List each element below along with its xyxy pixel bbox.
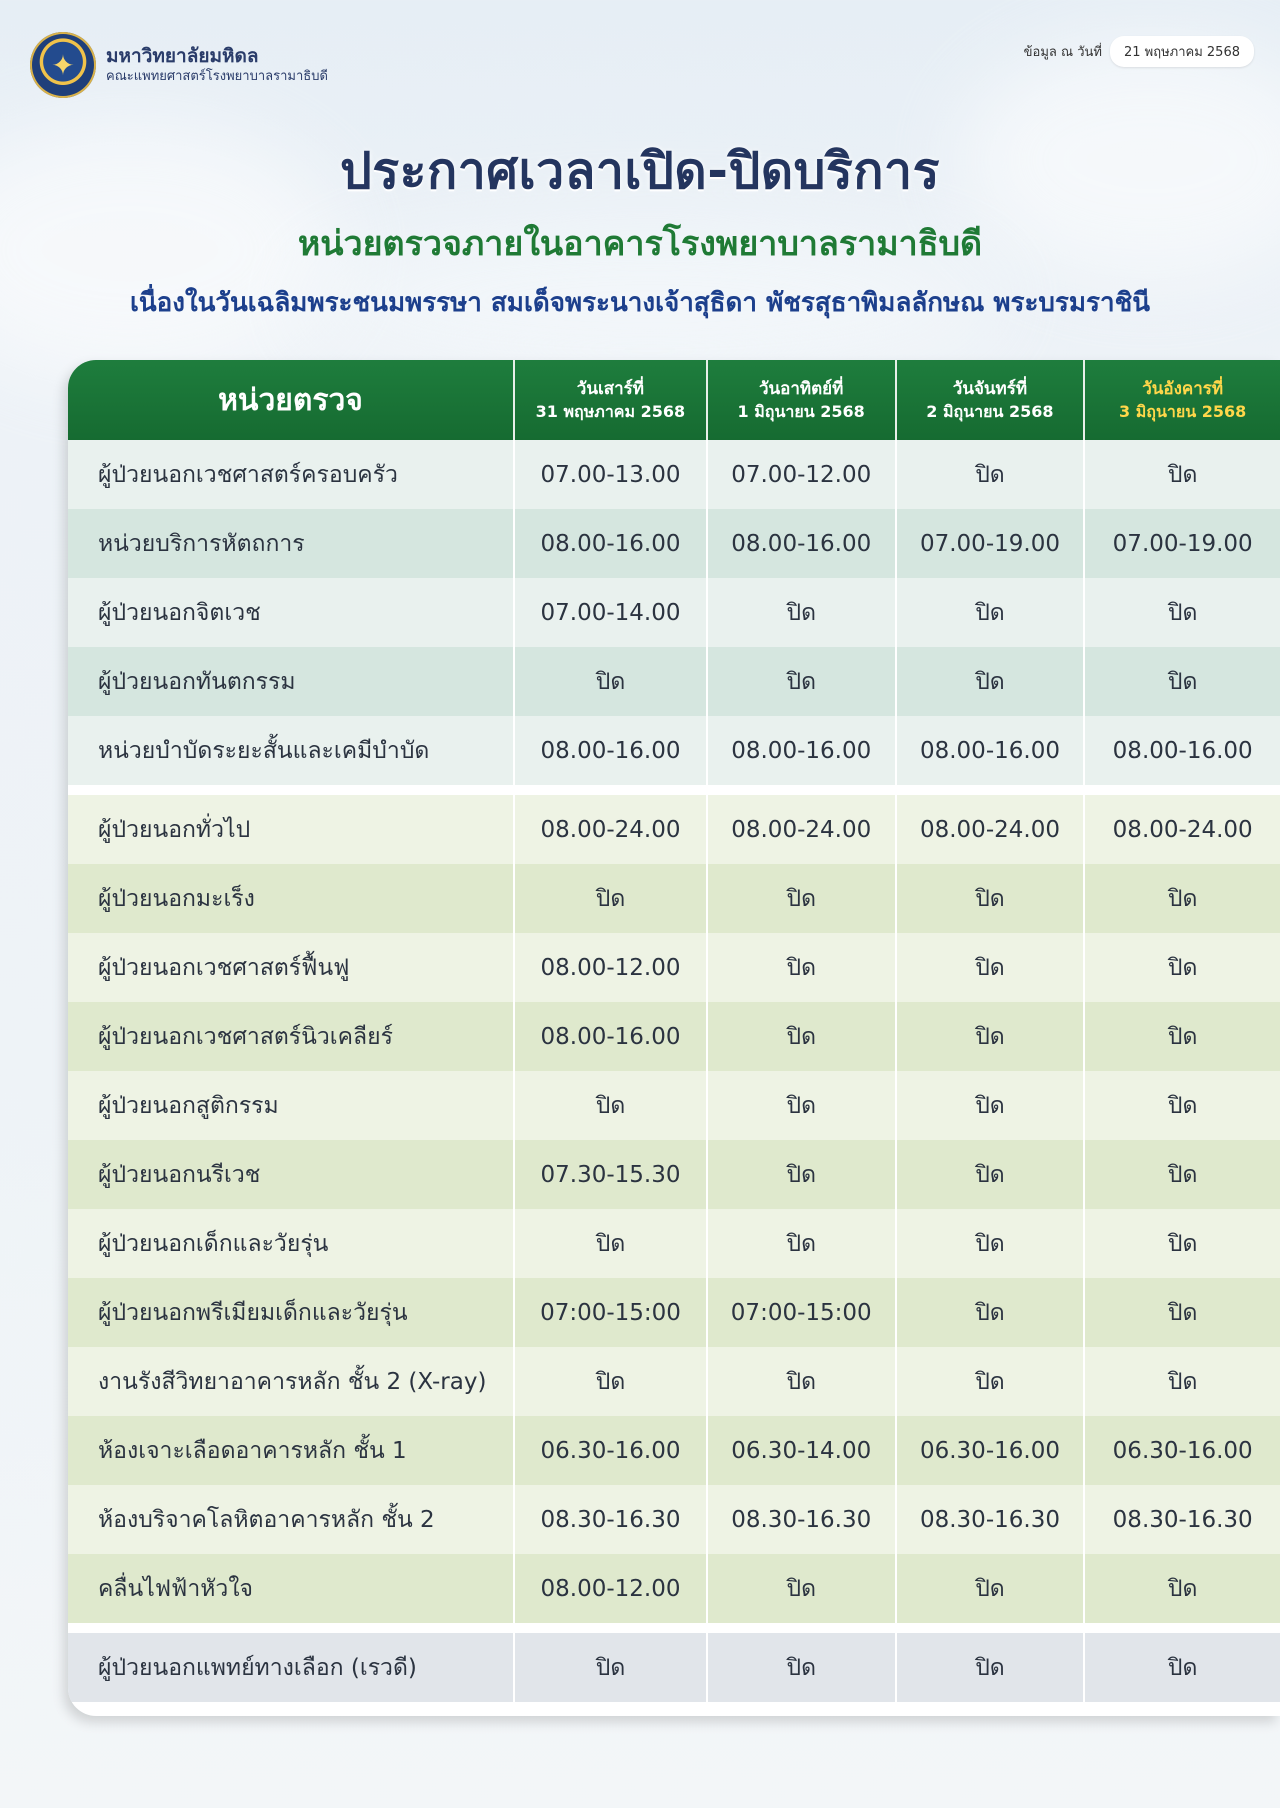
hours-cell: ปิด (1083, 578, 1280, 647)
hours-cell: 08.00-16.00 (706, 509, 895, 578)
hours-cell: ปิด (1083, 933, 1280, 1002)
unit-name-cell: ผู้ป่วยนอกมะเร็ง (68, 864, 513, 933)
table-row (68, 933, 1280, 1002)
unit-name-cell: งานรังสีวิทยาอาคารหลัก ชั้น 2 (X-ray) (68, 1347, 513, 1416)
as-of-info (1024, 36, 1254, 67)
hours-cell: 07.00-12.00 (706, 440, 895, 509)
hours-cell: 07.00-19.00 (1083, 509, 1280, 578)
as-of-label: ข้อมูล ณ วันที่ (1023, 45, 1102, 60)
page-subtitle: หน่วยตรวจภายในอาคารโรงพยาบาลรามาธิบดี (297, 224, 983, 264)
hours-cell: ปิด (513, 1347, 706, 1416)
hours-cell: 08.30-16.30 (513, 1485, 706, 1554)
hours-cell: ปิด (706, 1071, 895, 1140)
table-row (68, 785, 1280, 864)
hours-cell: 08.00-16.00 (1083, 716, 1280, 785)
hours-cell: 08.00-24.00 (895, 795, 1084, 864)
day-column-header-highlight (1083, 360, 1280, 440)
hours-cell: ปิด (895, 933, 1084, 1002)
hours-cell: 08.00-16.00 (513, 509, 706, 578)
hours-cell: ปิด (1083, 864, 1280, 933)
hours-cell: 08.00-16.00 (706, 716, 895, 785)
unit-name-cell: ผู้ป่วยนอกจิตเวช (68, 578, 513, 647)
hours-cell: ปิด (895, 1002, 1084, 1071)
day-column-header (895, 360, 1084, 440)
table-row (68, 1071, 1280, 1140)
table-row (68, 1209, 1280, 1278)
hours-cell: ปิด (1083, 1209, 1280, 1278)
hours-cell: ปิด (895, 1633, 1084, 1702)
hours-cell: 08.00-12.00 (513, 933, 706, 1002)
hours-cell: 07.00-14.00 (513, 578, 706, 647)
day-date: 2 มิถุนายน 2568 (926, 402, 1054, 421)
table-header (68, 360, 1280, 440)
unit-name-cell: ผู้ป่วยนอกสูติกรรม (68, 1071, 513, 1140)
hours-cell: ปิด (706, 1554, 895, 1623)
hours-cell: ปิด (895, 1554, 1084, 1623)
hours-cell: 07:00-15:00 (513, 1278, 706, 1347)
table-row (68, 1347, 1280, 1416)
hours-cell: 07.00-19.00 (895, 509, 1084, 578)
table-row (68, 578, 1280, 647)
table-row (68, 1623, 1280, 1702)
unit-name-cell: ผู้ป่วยนอกแพทย์ทางเลือก (เรวดี) (68, 1633, 513, 1702)
hours-cell: 07.30-15.30 (513, 1140, 706, 1209)
day-date: 3 มิถุนายน 2568 (1119, 402, 1247, 421)
table-row (68, 1416, 1280, 1485)
table-row (68, 509, 1280, 578)
hours-cell: 08.00-24.00 (513, 795, 706, 864)
hours-cell: ปิด (895, 1278, 1084, 1347)
org-name: มหาวิทยาลัยมหิดล (106, 45, 259, 67)
unit-name-cell: ผู้ป่วยนอกเวชศาสตร์ครอบครัว (68, 440, 513, 509)
hours-cell: ปิด (706, 1209, 895, 1278)
day-column-header (513, 360, 706, 440)
hours-cell: ปิด (895, 1209, 1084, 1278)
unit-name-cell: ผู้ป่วยนอกทั่วไป (68, 795, 513, 864)
hours-cell: ปิด (1083, 1554, 1280, 1623)
table-row (68, 1140, 1280, 1209)
day-date: 1 มิถุนายน 2568 (737, 402, 865, 421)
hours-cell: ปิด (706, 1002, 895, 1071)
unit-name-cell: ผู้ป่วยนอกพรีเมียมเด็กและวัยรุ่น (68, 1278, 513, 1347)
hours-cell: ปิด (895, 1071, 1084, 1140)
mahidol-seal-icon: ✦ (30, 32, 96, 98)
unit-name-cell: หน่วยบำบัดระยะสั้นและเคมีบำบัด (68, 716, 513, 785)
hours-cell: ปิด (1083, 1278, 1280, 1347)
table-body (68, 440, 1280, 1702)
hours-cell: 08.30-16.30 (1083, 1485, 1280, 1554)
unit-name-cell: ผู้ป่วยนอกเด็กและวัยรุ่น (68, 1209, 513, 1278)
unit-name-cell: ผู้ป่วยนอกนรีเวช (68, 1140, 513, 1209)
day-date: 31 พฤษภาคม 2568 (535, 402, 686, 421)
hours-cell: 06.30-14.00 (706, 1416, 895, 1485)
hours-cell: 07:00-15:00 (706, 1278, 895, 1347)
unit-name-cell: ห้องบริจาคโลหิตอาคารหลัก ชั้น 2 (68, 1485, 513, 1554)
hours-cell: 08.00-16.00 (895, 716, 1084, 785)
header (30, 32, 328, 98)
hours-cell: ปิด (706, 1347, 895, 1416)
as-of-date-badge: 21 พฤษภาคม 2568 (1110, 36, 1254, 67)
table-row (68, 864, 1280, 933)
hours-cell: ปิด (706, 1140, 895, 1209)
hours-cell: ปิด (895, 864, 1084, 933)
hours-cell: 08.00-24.00 (706, 795, 895, 864)
hours-cell: 08.00-16.00 (513, 1002, 706, 1071)
hours-cell: 07.00-13.00 (513, 440, 706, 509)
hours-cell: ปิด (706, 647, 895, 716)
hours-cell: ปิด (1083, 647, 1280, 716)
schedule-table (68, 360, 1280, 1716)
occasion-text: เนื่องในวันเฉลิมพระชนมพรรษา สมเด็จพระนางเจ้าสุธิดา พัชรสุธาพิมลลักษณ พระบรมราชินี (129, 288, 1151, 318)
hours-cell: ปิด (1083, 1347, 1280, 1416)
hours-cell: 08.30-16.30 (706, 1485, 895, 1554)
hours-cell: 08.00-24.00 (1083, 795, 1280, 864)
hours-cell: ปิด (513, 1633, 706, 1702)
hours-cell: ปิด (1083, 1071, 1280, 1140)
hours-cell: ปิด (513, 1071, 706, 1140)
hours-cell: ปิด (706, 1633, 895, 1702)
hours-cell: 08.30-16.30 (895, 1485, 1084, 1554)
page-title: ประกาศเวลาเปิด-ปิดบริการ (340, 142, 940, 200)
day-name: วันอังคารที่ (1142, 379, 1224, 399)
unit-name-cell: ผู้ป่วยนอกทันตกรรม (68, 647, 513, 716)
table-row (68, 716, 1280, 785)
hours-cell: 08.00-12.00 (513, 1554, 706, 1623)
hours-cell: ปิด (895, 1140, 1084, 1209)
table-row (68, 1002, 1280, 1071)
unit-name-cell: ผู้ป่วยนอกเวชศาสตร์นิวเคลียร์ (68, 1002, 513, 1071)
table-row (68, 1278, 1280, 1347)
hours-cell: ปิด (1083, 440, 1280, 509)
unit-name-cell: ห้องเจาะเลือดอาคารหลัก ชั้น 1 (68, 1416, 513, 1485)
hours-cell: ปิด (706, 864, 895, 933)
hours-cell: 06.30-16.00 (895, 1416, 1084, 1485)
table-row (68, 440, 1280, 509)
hours-cell: 06.30-16.00 (1083, 1416, 1280, 1485)
unit-name-cell: ผู้ป่วยนอกเวชศาสตร์ฟื้นฟู (68, 933, 513, 1002)
table-row (68, 1554, 1280, 1623)
org-subname: คณะแพทยศาสตร์โรงพยาบาลรามาธิบดี (106, 69, 328, 84)
hours-cell: ปิด (895, 440, 1084, 509)
org-block (106, 44, 328, 86)
day-name: วันอาทิตย์ที่ (758, 379, 844, 399)
hours-cell: ปิด (513, 647, 706, 716)
hours-cell: ปิด (895, 1347, 1084, 1416)
unit-name-cell: หน่วยบริการหัตถการ (68, 509, 513, 578)
hours-cell: ปิด (1083, 1140, 1280, 1209)
unit-column-header: หน่วยตรวจ (218, 382, 363, 418)
hours-cell: ปิด (895, 578, 1084, 647)
table-row (68, 1485, 1280, 1554)
day-column-header (706, 360, 895, 440)
hours-cell: 06.30-16.00 (513, 1416, 706, 1485)
day-name: วันเสาร์ที่ (576, 379, 645, 399)
hours-cell: ปิด (1083, 1002, 1280, 1071)
hours-cell: ปิด (706, 578, 895, 647)
hours-cell: 08.00-16.00 (513, 716, 706, 785)
hours-cell: ปิด (895, 647, 1084, 716)
hours-cell: ปิด (513, 1209, 706, 1278)
hours-cell: ปิด (513, 864, 706, 933)
hours-cell: ปิด (1083, 1633, 1280, 1702)
unit-name-cell: คลื่นไฟฟ้าหัวใจ (68, 1554, 513, 1623)
table-row (68, 647, 1280, 716)
hours-cell: ปิด (706, 933, 895, 1002)
day-name: วันจันทร์ที่ (952, 379, 1028, 399)
